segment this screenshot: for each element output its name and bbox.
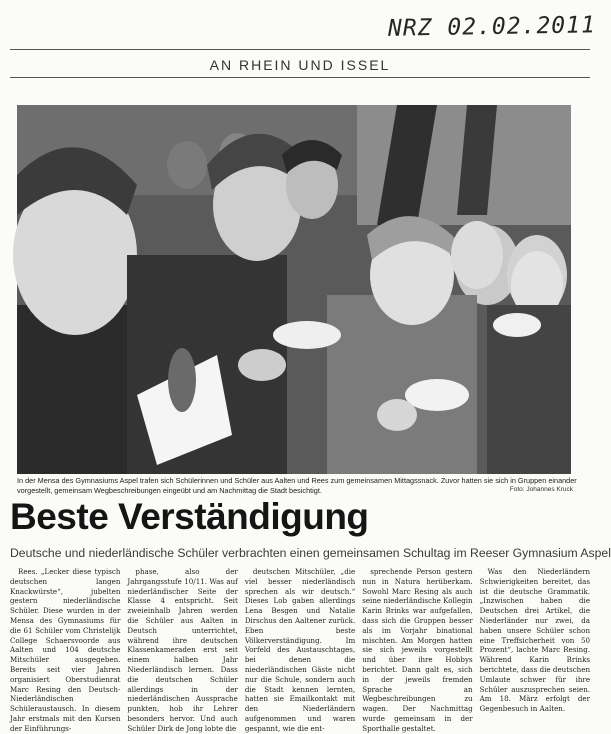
photo-caption: In der Mensa des Gymnasiums Aspel trafen sich Schülerinnen und Schüler aus Aalten und Rees zum gemeinsamen Mittagssnack. Zuvor hatten sie sich in Gruppen einander vorgestellt, gemeinsam Wegbeschreibungen eingeübt und am Nachmittag die Stadt besichtigt.: [17, 476, 577, 495]
article-column: [10, 567, 121, 733]
column-text: sprechende Person gestern nun in Natura herüberkam. Sowohl Marc Resing als auch seine niederländische Kollegin Karin Brinks war aufgefallen, dass sich die Gruppen besser als im Vorjahr binational mischten. Am Morgen hatten sie sich jeweils vorgestellt und über ihre Hobbys berichtet. Dann galt es, sich in der jeweils fremden Sprache an Wegbeschreibungen zu wagen. Der Nachmittag wurde gemeinsam in der Sporthalle gestaltet.: [362, 567, 473, 733]
photo-credit: Foto: Johannes Kruck: [509, 486, 573, 493]
article-column: [362, 567, 473, 733]
photo-students-eating: [17, 105, 571, 474]
news-photo: [17, 105, 571, 474]
article-column: [127, 567, 238, 733]
column-text: deutschen Mitschüler, „die viel besser niederländisch sprechen als wir deutsch.“ Dieses Lob gaben allerdings Lena Besgen und Natalie Dirschus den Aaltener zurück. Eben beste Völkerverständigung. Im Vorfeld des Austauschtages, bei denen die niederländischen Gäste nicht nur die Schule, sondern auch die Stadt kennen lernten, hatten sie Emailkontakt mit den Niederländern aufgenommen und waren gespannt, wie die ent-: [244, 567, 356, 733]
article-headline: Beste Verständigung: [10, 496, 369, 537]
column-text: phase, also der Jahrgangsstufe 10/11. Was auf niederländischer Seite der Klasse 4 entspricht. Seit zweieinhalb Jahren werden die Schüler aus Aalten in Deutsch unterrichtet, während ihre deutschen Klassenkameraden erst seit einem halben Jahr Niederländisch lernen. Dass die deutschen Schüler allerdings in der niederländischen Aussprache punkten, hob ihr Lehrer besonders hervor. Und auch Schüler Dirk de Jong lobte die: [127, 567, 238, 733]
article-body: [10, 567, 591, 733]
handwritten-date-note: NRZ 02.02.2011: [387, 12, 597, 42]
article-column: [244, 567, 356, 733]
column-text: Was den Niederländern Schwierigkeiten bereitet, das ist die deutsche Grammatik. „Inzwischen haben die Deutschen drei Artikel, die Niederländer nur zwei, da haben unsere Schüler schon eine Treffsicherheit von 50 Prozent“, lachte Marc Resing. Während Karin Brinks berichtete, dass die deutschen Umlaute schwer für ihre Schüler auszusprechen seien. Am 18. März erfolgt der Gegenbesuch in Aalten.: [479, 567, 591, 714]
section-title: AN RHEIN UND ISSEL: [209, 57, 391, 73]
article-subhead: Deutsche und niederländische Schüler verbrachten einen gemeinsamen Schultag im Reeser Gymnasium Aspel: [10, 546, 611, 560]
article-column: [480, 567, 590, 713]
top-rule: [10, 49, 590, 50]
section-rule: [10, 77, 590, 78]
column-text: Rees. „Lecker diese typisch deutschen langen Knackwürste“, jubelten gestern niederländische Schüler. Diese wurden in der Mensa des Gymnasiums für die 61 Schüler vom Christelijk College Schaersvoorde aus Aalten und 104 deutsche Mitschüler ausgegeben. Bereits seit vier Jahren organisiert Oberstudienrat Marc Resing den Deutsch-Niederländischen Schüleraustausch. In diesem Jahr erstmals mit den Kursen der Einführungs-: [10, 567, 121, 733]
